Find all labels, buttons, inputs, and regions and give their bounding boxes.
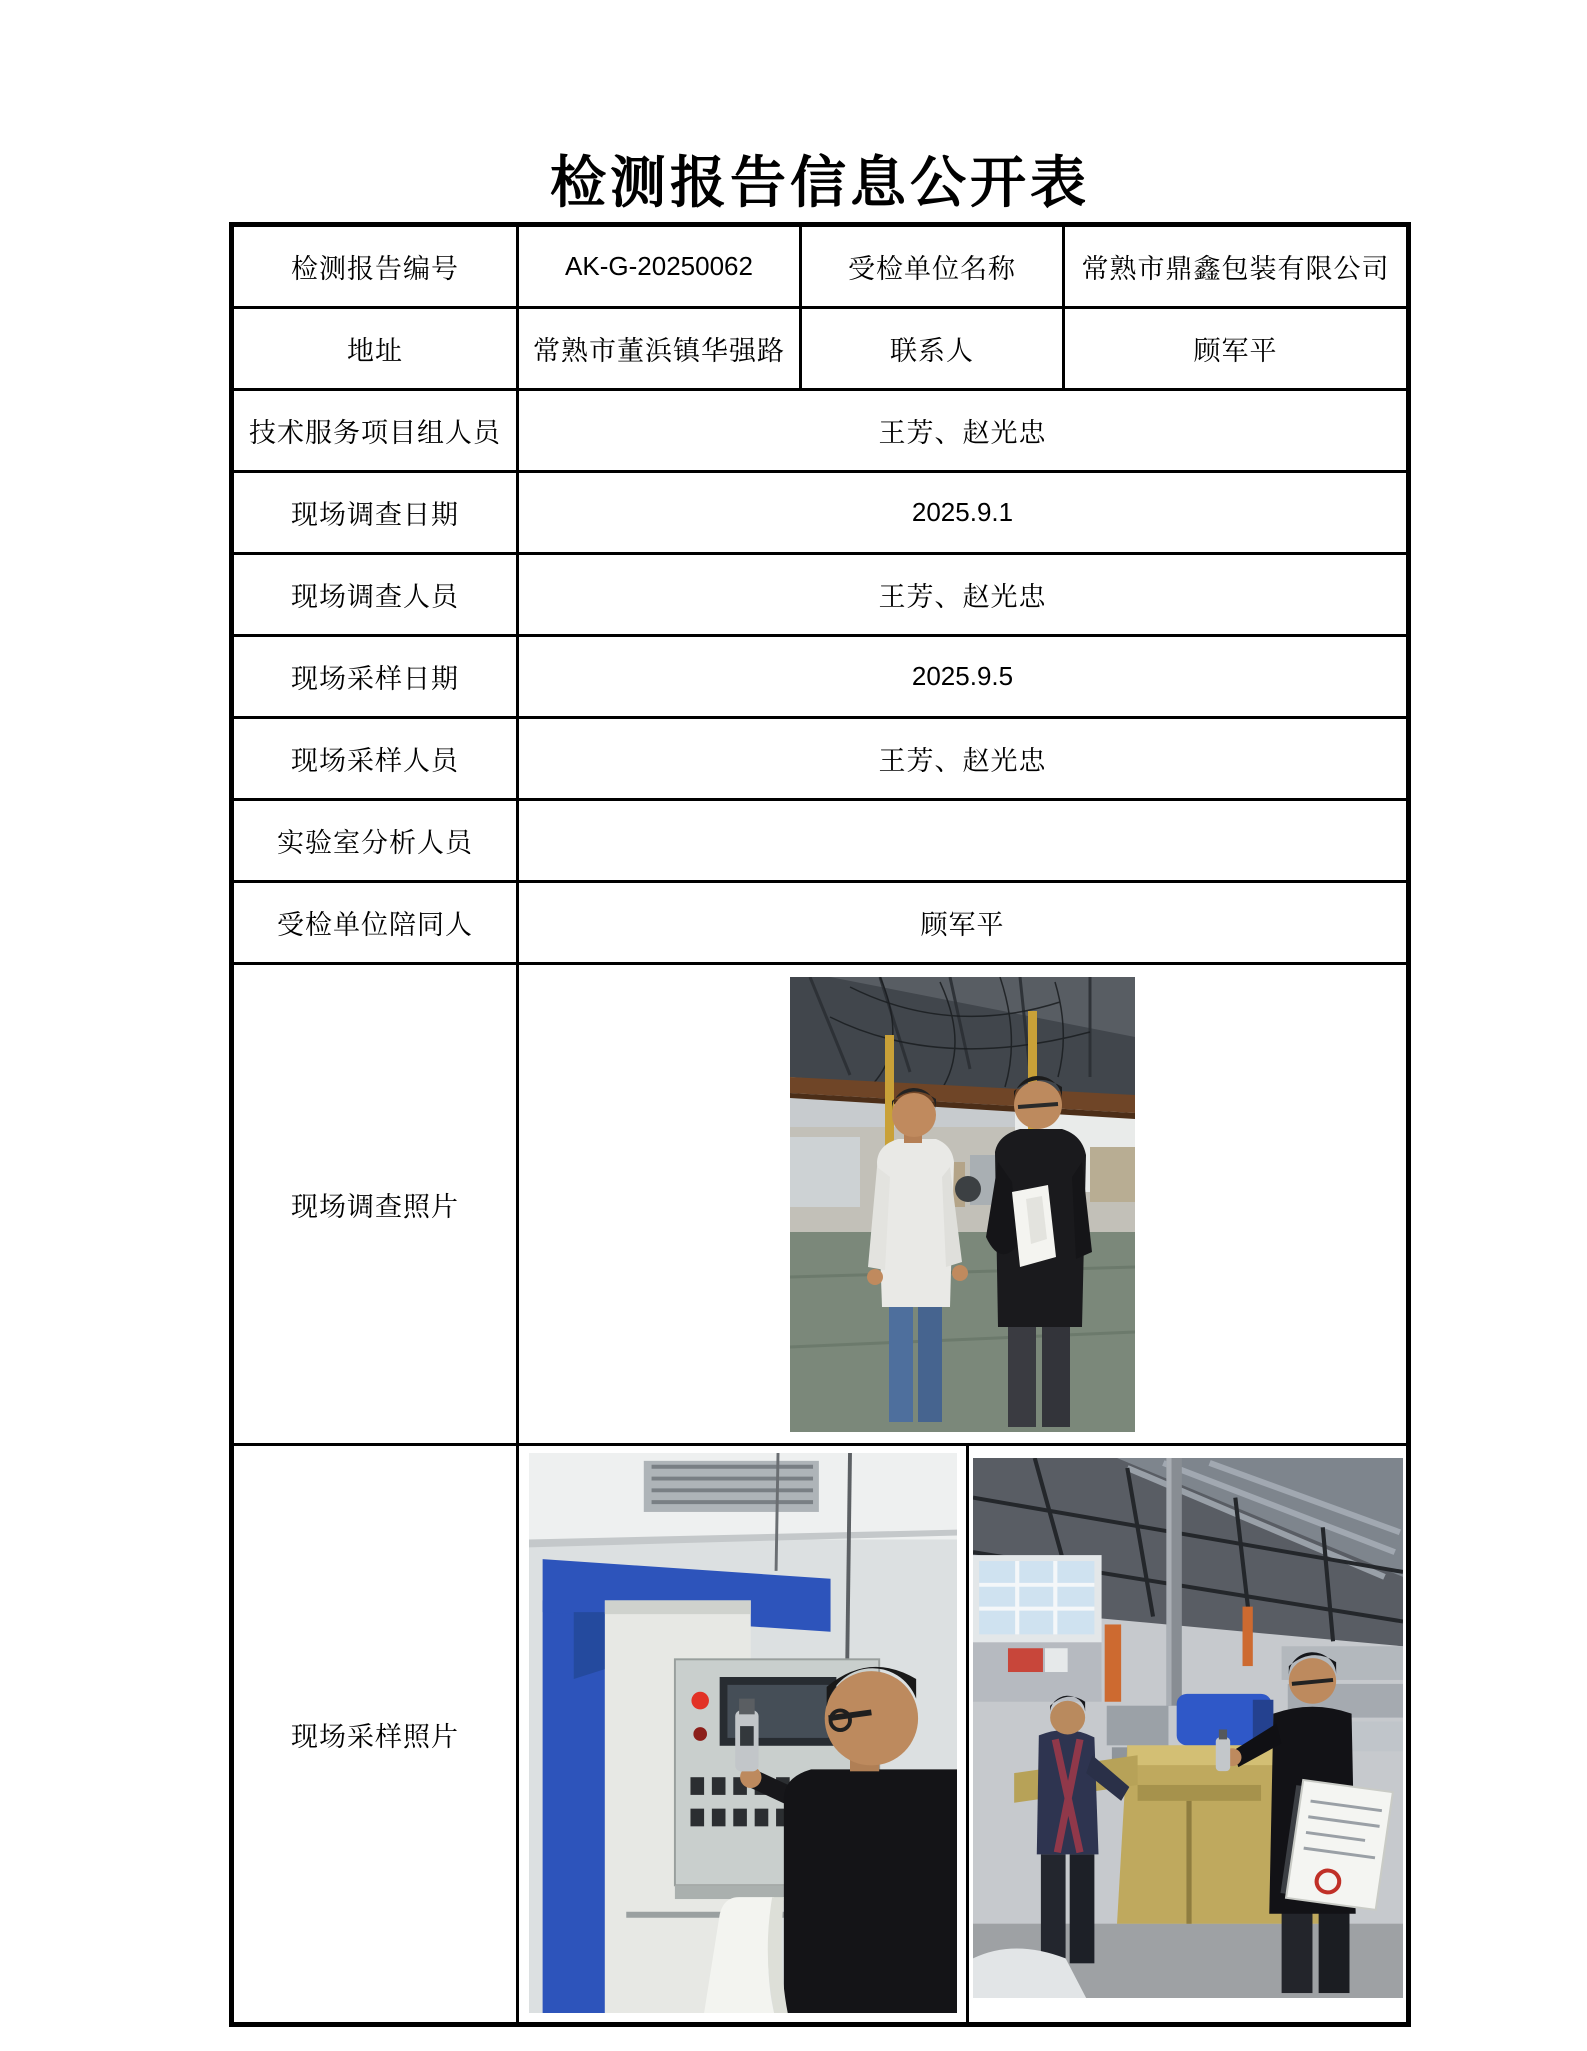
- sampling-photo-right: [973, 1458, 1403, 1998]
- sampling-photo-left: [529, 1453, 957, 2013]
- page-title: 检测报告信息公开表: [550, 153, 1090, 215]
- table-row: [234, 473, 1406, 555]
- report-number-label: 检测报告编号: [234, 227, 519, 306]
- survey-staff-label: 现场调查人员: [234, 555, 519, 634]
- project-team-label: 技术服务项目组人员: [234, 391, 519, 470]
- report-info-table: [229, 222, 1411, 2027]
- unit-name-label: 受检单位名称: [802, 227, 1065, 306]
- table-row: [234, 555, 1406, 637]
- unit-name-value: 常熟市鼎鑫包装有限公司: [1081, 254, 1390, 284]
- project-team-value: 王芳、赵光忠: [878, 418, 1047, 448]
- sampling-photo-cell-right: [969, 1446, 1406, 2022]
- table-row: [234, 637, 1406, 719]
- survey-date-value: 2025.9.1: [911, 497, 1014, 527]
- accompany-label: 受检单位陪同人: [234, 883, 519, 962]
- sampling-date-value: 2025.9.5: [911, 661, 1014, 691]
- lab-analyst-value: [519, 801, 1406, 880]
- accompany-value: 顾军平: [920, 910, 1005, 940]
- contact-label: 联系人: [802, 309, 1065, 388]
- survey-staff-value: 王芳、赵光忠: [878, 582, 1047, 612]
- contact-value: 顾军平: [1193, 336, 1278, 366]
- sampling-staff-value: 王芳、赵光忠: [878, 746, 1047, 776]
- sampling-photo-cell-left: [519, 1446, 969, 2022]
- address-value: 常熟市董浜镇华强路: [519, 309, 802, 388]
- lab-analyst-label: 实验室分析人员: [234, 801, 519, 880]
- survey-date-label: 现场调查日期: [234, 473, 519, 552]
- table-row: [234, 227, 1406, 309]
- sampling-date-label: 现场采样日期: [234, 637, 519, 716]
- address-label: 地址: [234, 309, 519, 388]
- report-number-value: AK-G-20250062: [519, 227, 802, 306]
- table-row: [234, 883, 1406, 965]
- table-row: [234, 309, 1406, 391]
- table-row: [234, 1446, 1406, 2022]
- sampling-staff-label: 现场采样人员: [234, 719, 519, 798]
- table-row: [234, 391, 1406, 473]
- table-row: [234, 719, 1406, 801]
- investigation-photo-label: 现场调查照片: [234, 965, 519, 1443]
- table-row: [234, 801, 1406, 883]
- sampling-photo-label: 现场采样照片: [234, 1446, 519, 2022]
- site-investigation-photo: [790, 977, 1135, 1432]
- table-row: [234, 965, 1406, 1446]
- investigation-photo-cell: [519, 965, 1406, 1443]
